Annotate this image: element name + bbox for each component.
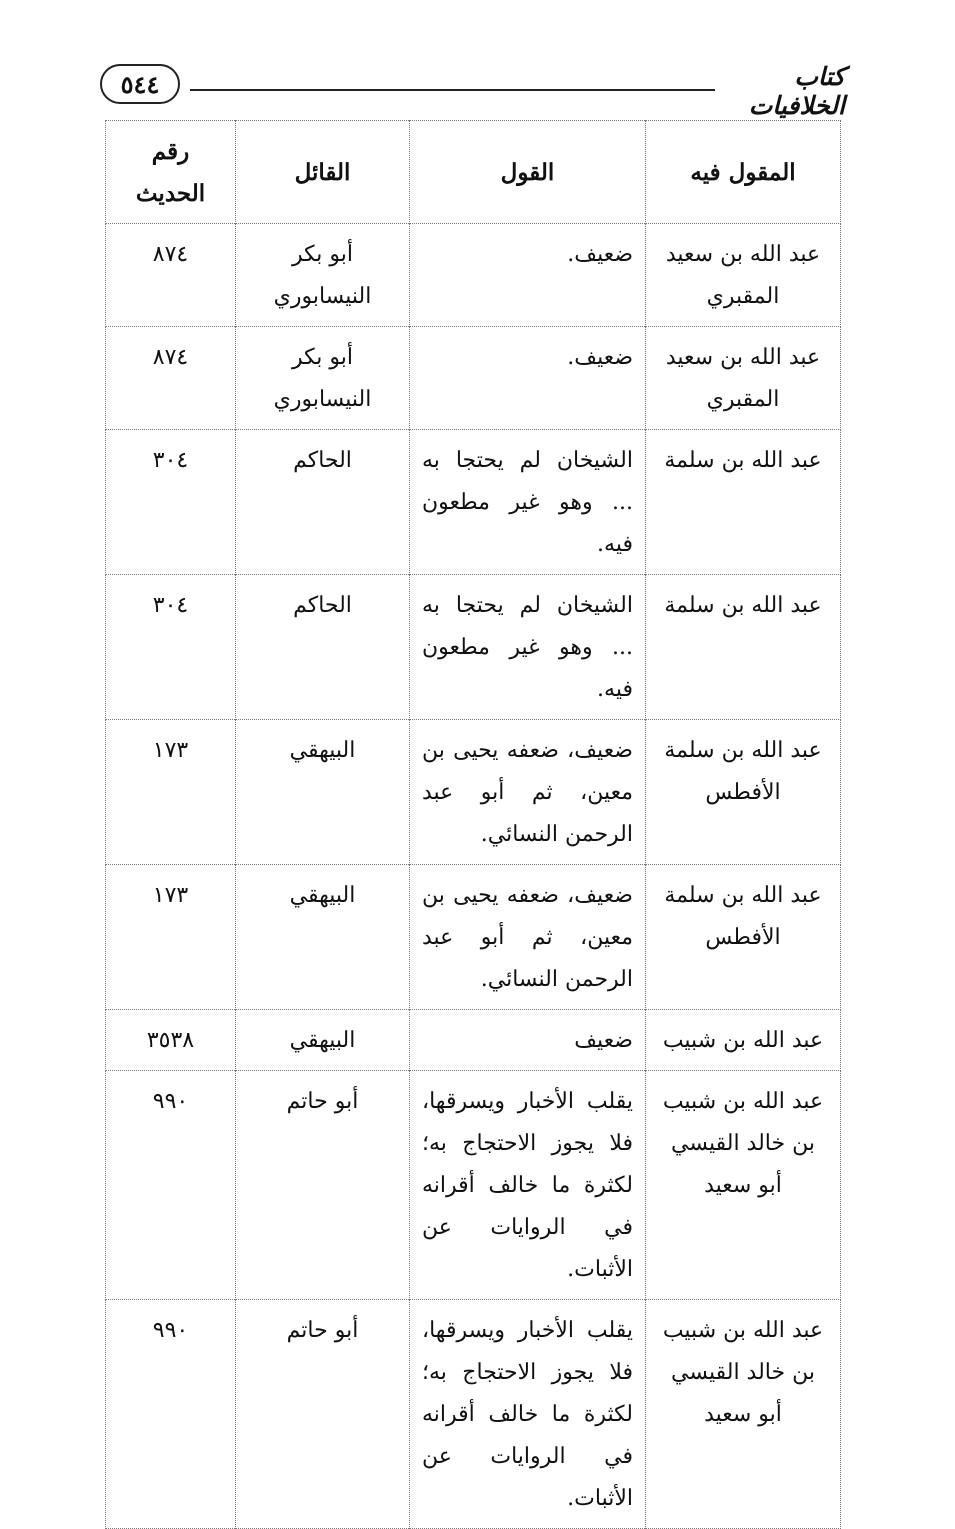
cell-number: ٣٠٤ [106, 430, 236, 575]
table-row [106, 430, 841, 575]
table-header-row [106, 121, 841, 224]
cell-number: ٩٩٠ [106, 1300, 236, 1529]
cell-sayer: البيهقي [236, 1010, 410, 1071]
cell-saying: يقلب الأخبار ويسرقها، فلا يجوز الاحتجاج به؛ لكثرة ما خالف أقرانه في الروايات عن الأثبات. [410, 1300, 646, 1529]
table-row [106, 1010, 841, 1071]
column-header-saying: القول [410, 121, 646, 224]
cell-saying: ضعيف، ضعفه يحيى بن معين، ثم أبو عبد الرحمن النسائي. [410, 720, 646, 865]
book-title: كتاب الخلافيات [748, 62, 845, 120]
cell-person: عبد الله بن سلمة [646, 575, 841, 720]
cell-person: عبد الله بن شبيب بن خالد القيسي أبو سعيد [646, 1071, 841, 1300]
cell-saying: ضعيف، ضعفه يحيى بن معين، ثم أبو عبد الرحمن النسائي. [410, 865, 646, 1010]
cell-person: عبد الله بن شبيب [646, 1010, 841, 1071]
table-row [106, 865, 841, 1010]
cell-saying: ضعيف. [410, 327, 646, 430]
table-row [106, 720, 841, 865]
cell-person: عبد الله بن سعيد المقبري [646, 224, 841, 327]
cell-number: ٨٧٤ [106, 327, 236, 430]
cell-number: ٨٧٤ [106, 224, 236, 327]
cell-person: عبد الله بن سلمة [646, 430, 841, 575]
table-row [106, 1071, 841, 1300]
cell-number: ٣٠٤ [106, 575, 236, 720]
cell-person: عبد الله بن سعيد المقبري [646, 327, 841, 430]
cell-sayer: أبو بكر النيسابوري [236, 224, 410, 327]
page-header [100, 62, 845, 120]
table-row [106, 1300, 841, 1529]
cell-sayer: أبو حاتم [236, 1300, 410, 1529]
cell-saying: الشيخان لم يحتجا به ... وهو غير مطعون فيه. [410, 430, 646, 575]
table-row [106, 327, 841, 430]
cell-person: عبد الله بن سلمة الأفطس [646, 865, 841, 1010]
cell-number: ٩٩٠ [106, 1071, 236, 1300]
table-row [106, 224, 841, 327]
column-header-sayer: القائل [236, 121, 410, 224]
cell-saying: ضعيف. [410, 224, 646, 327]
cell-person: عبد الله بن سلمة الأفطس [646, 720, 841, 865]
cell-sayer: البيهقي [236, 720, 410, 865]
cell-sayer: البيهقي [236, 865, 410, 1010]
page-number: ٥٤٤ [100, 64, 180, 104]
header-rule [190, 89, 715, 91]
cell-saying: الشيخان لم يحتجا به ... وهو غير مطعون فيه. [410, 575, 646, 720]
cell-saying: يقلب الأخبار ويسرقها، فلا يجوز الاحتجاج به؛ لكثرة ما خالف أقرانه في الروايات عن الأثبات. [410, 1071, 646, 1300]
cell-sayer: أبو بكر النيسابوري [236, 327, 410, 430]
column-header-number: رقم الحديث [106, 121, 236, 224]
cell-number: ١٧٣ [106, 865, 236, 1010]
cell-sayer: الحاكم [236, 430, 410, 575]
cell-number: ١٧٣ [106, 720, 236, 865]
narrators-table [105, 120, 841, 1529]
column-header-person: المقول فيه [646, 121, 841, 224]
table-row [106, 575, 841, 720]
cell-saying: ضعيف [410, 1010, 646, 1071]
cell-sayer: الحاكم [236, 575, 410, 720]
cell-sayer: أبو حاتم [236, 1071, 410, 1300]
cell-number: ٣٥٣٨ [106, 1010, 236, 1071]
cell-person: عبد الله بن شبيب بن خالد القيسي أبو سعيد [646, 1300, 841, 1529]
